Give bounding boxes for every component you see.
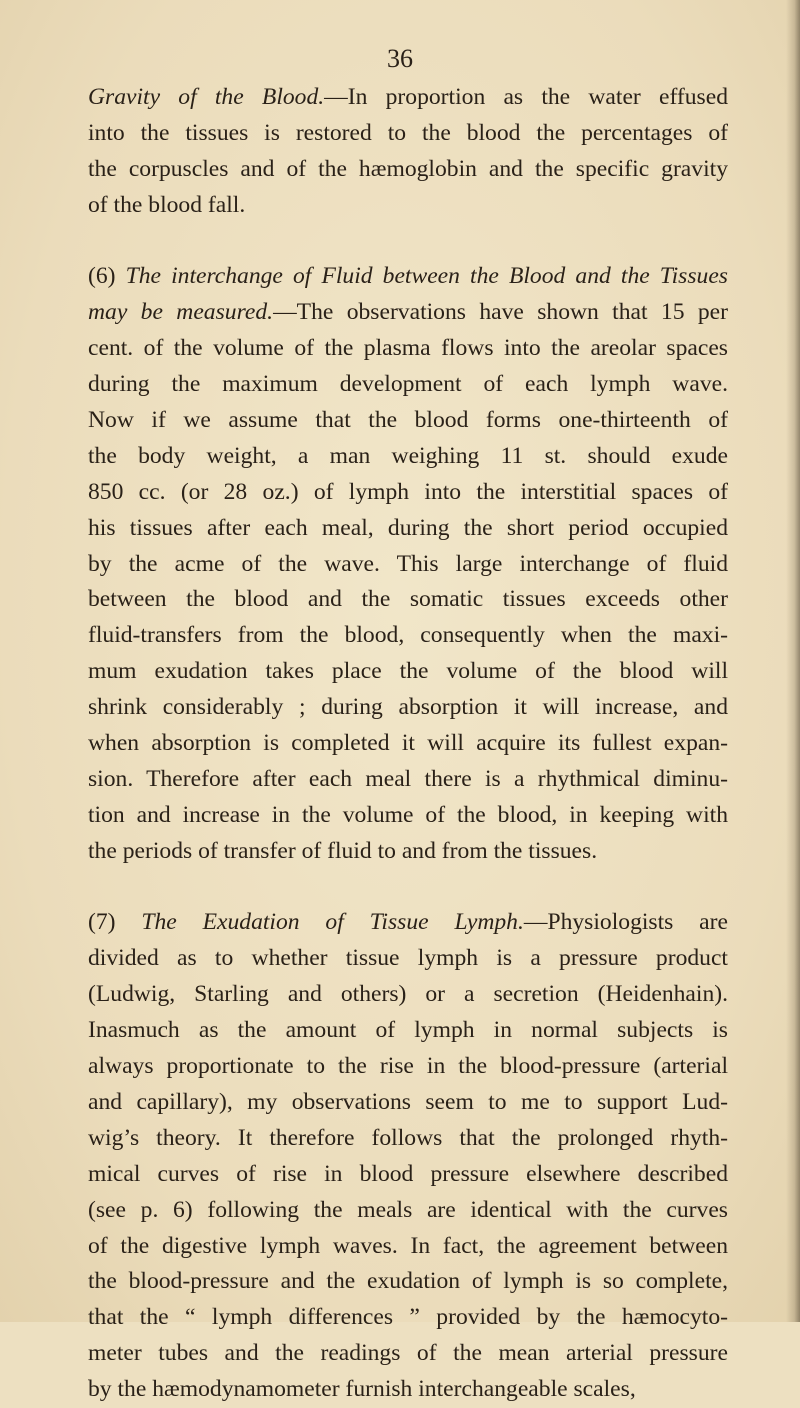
line-text: and capillary), my observations seem to me to support Lud- xyxy=(88,1088,728,1115)
line-text: Now if we assume that the blood forms one-thirteenth of xyxy=(88,407,728,434)
line-text: —The observations have shown that 15 per xyxy=(273,299,728,326)
line-text: the blood-pressure and the exudation of lymph is so complete, xyxy=(88,1268,728,1295)
text-line xyxy=(88,1193,728,1229)
text-line xyxy=(88,1157,728,1193)
text-line xyxy=(88,511,728,547)
page-number: 36 xyxy=(387,44,413,73)
text-line xyxy=(88,475,728,511)
text-line xyxy=(88,116,728,152)
line-text: wig’s theory. It therefore follows that the prolonged rhyth- xyxy=(88,1124,728,1151)
paragraph-gap xyxy=(88,870,728,906)
text-line xyxy=(88,1049,728,1085)
page-edge-shadow xyxy=(786,0,800,1322)
line-text: the corpuscles and of the hæmoglobin and the specific gravity xyxy=(88,155,728,182)
text-line xyxy=(88,1013,728,1049)
line-text: Inasmuch as the amount of lymph in normal subjects is xyxy=(88,1017,728,1044)
line-text: into the tissues is restored to the blood the percentages of xyxy=(88,119,728,146)
text-line xyxy=(88,403,728,439)
line-text: mical curves of rise in blood pressure elsewhere described xyxy=(88,1160,728,1187)
text-line xyxy=(88,1085,728,1121)
line-text: —Physiologists are xyxy=(523,909,728,936)
text-line xyxy=(88,1372,728,1408)
text-line xyxy=(88,977,728,1013)
section-heading: Gravity of the Blood. xyxy=(88,84,325,110)
text-line xyxy=(88,1300,728,1336)
text-line xyxy=(88,1336,728,1372)
text-line xyxy=(88,439,728,475)
text-line xyxy=(88,331,728,367)
text-line xyxy=(88,188,728,224)
line-text: the body weight, a man weighing 11 st. should exude xyxy=(88,442,728,469)
line-text: cent. of the volume of the plasma flows into the areolar spaces xyxy=(88,335,728,362)
text-line xyxy=(88,1229,728,1265)
text-line xyxy=(88,726,728,762)
line-text: —In proportion as the water effused xyxy=(324,84,728,110)
line-text: during the maximum development of each lymph wave. xyxy=(88,371,728,398)
line-text: by the acme of the wave. This large interchange of fluid xyxy=(88,550,728,577)
text-line xyxy=(88,1264,728,1300)
text-line xyxy=(88,295,728,331)
line-text: between the blood and the somatic tissues exceeds other xyxy=(88,586,728,613)
paragraph-2 xyxy=(88,259,728,869)
text-line xyxy=(88,80,728,116)
text-line xyxy=(88,654,728,690)
section-heading: The Exudation of Tissue Lymph. xyxy=(141,909,524,936)
line-text: by the hæmodynamometer furnish interchangeable scales, xyxy=(88,1376,636,1403)
line-text: of the blood fall. xyxy=(88,191,246,218)
text-line xyxy=(88,905,728,941)
text-line xyxy=(88,618,728,654)
text-line xyxy=(88,834,728,870)
line-text: tion and increase in the volume of the blood, in keeping with xyxy=(88,801,728,828)
text-line xyxy=(88,259,728,295)
line-text: that the “ lymph differences ” provided by the hæmocyto- xyxy=(88,1304,728,1331)
section-heading: may be measured. xyxy=(88,299,274,326)
line-text: 850 cc. (or 28 oz.) of lymph into the interstitial spaces of xyxy=(88,478,728,505)
line-text: (see p. 6) following the meals are identical with the curves xyxy=(88,1196,728,1223)
text-line xyxy=(88,798,728,834)
text-line xyxy=(88,367,728,403)
paragraph-3 xyxy=(88,905,728,1407)
text-line xyxy=(88,582,728,618)
line-text: (Ludwig, Starling and others) or a secretion (Heidenhain). xyxy=(88,981,728,1008)
line-text: always proportionate to the rise in the blood-pressure (arterial xyxy=(88,1053,728,1080)
line-text: fluid-transfers from the blood, consequently when the maxi- xyxy=(88,622,728,649)
text-line xyxy=(88,762,728,798)
line-text: when absorption is completed it will acquire its fullest expan- xyxy=(88,730,728,757)
line-text: of the digestive lymph waves. In fact, the agreement between xyxy=(88,1232,728,1259)
paragraph-1 xyxy=(88,80,728,224)
line-text: meter tubes and the readings of the mean arterial pressure xyxy=(88,1340,728,1367)
body-text xyxy=(88,80,728,1408)
text-line xyxy=(88,152,728,188)
line-text: sion. Therefore after each meal there is a rhythmical diminu- xyxy=(88,765,728,792)
text-line xyxy=(88,547,728,583)
line-text: mum exudation takes place the volume of the blood will xyxy=(88,658,728,685)
line-text: shrink considerably ; during absorption it will increase, and xyxy=(88,694,728,721)
text-line xyxy=(88,690,728,726)
text-line xyxy=(88,941,728,977)
section-heading: The interchange of Fluid between the Blood and the Tissues xyxy=(125,263,728,290)
line-text: the periods of transfer of fluid to and from the tissues. xyxy=(88,837,598,864)
line-text: divided as to whether tissue lymph is a pressure product xyxy=(88,945,728,972)
section-number: (6) xyxy=(88,263,126,290)
section-number: (7) xyxy=(88,909,142,936)
line-text: his tissues after each meal, during the short period occupied xyxy=(88,514,728,541)
paragraph-gap xyxy=(88,224,728,260)
text-line xyxy=(88,1121,728,1157)
